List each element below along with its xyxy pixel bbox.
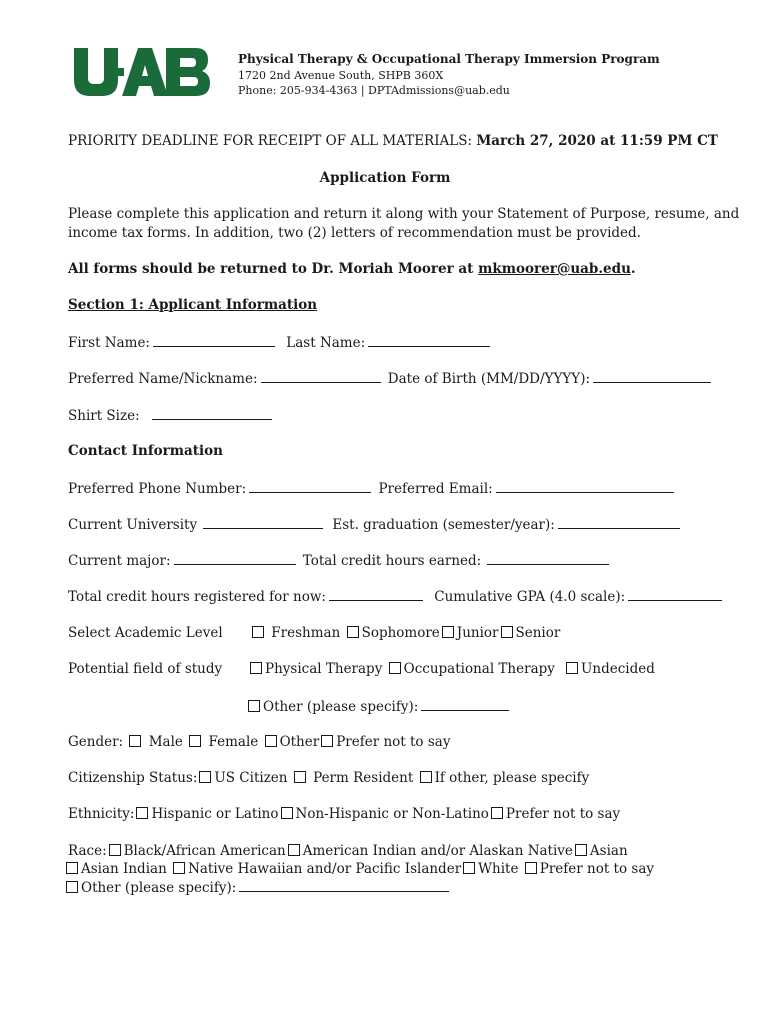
graduation-field[interactable] xyxy=(558,516,680,529)
white-checkbox[interactable] xyxy=(463,862,475,874)
shirt-size-label: Shirt Size: xyxy=(68,408,140,424)
deadline xyxy=(68,133,718,149)
ethnicity-row: Ethnicity: Hispanic or Latino Non-Hispanic or Non-Latino Prefer not to say xyxy=(68,806,621,822)
asian-checkbox[interactable] xyxy=(575,844,587,856)
physical-therapy-checkbox[interactable] xyxy=(250,662,262,674)
first-name-label: First Name: xyxy=(68,335,150,351)
black-checkbox[interactable] xyxy=(109,844,121,856)
race-row1: Race: Black/African American American Indian and/or Alaskan Native Asian xyxy=(68,843,628,859)
freshman-checkbox[interactable] xyxy=(252,626,264,638)
nickname-label: Preferred Name/Nickname: xyxy=(68,371,258,387)
academic-level-label: Select Academic Level xyxy=(68,625,223,641)
contact-title: Contact Information xyxy=(68,443,223,459)
male-checkbox[interactable] xyxy=(129,735,141,747)
field-other-row: Other (please specify): xyxy=(246,698,512,715)
ethnicity-prefer-not-checkbox[interactable] xyxy=(491,807,503,819)
non-hispanic-checkbox[interactable] xyxy=(281,807,293,819)
first-name-field[interactable] xyxy=(153,334,275,347)
undecided-checkbox[interactable] xyxy=(566,662,578,674)
instructions-line1: Please complete this application and return it along with your Statement of Purpose, resume, and xyxy=(68,206,740,222)
female-checkbox[interactable] xyxy=(189,735,201,747)
occupational-therapy-checkbox[interactable] xyxy=(389,662,401,674)
hispanic-checkbox[interactable] xyxy=(136,807,148,819)
citizenship-other-checkbox[interactable] xyxy=(420,771,432,783)
native-hawaiian-checkbox[interactable] xyxy=(173,862,185,874)
race-label: Race: xyxy=(68,843,107,859)
gender-prefer-not-checkbox[interactable] xyxy=(321,735,333,747)
deadline-label: PRIORITY DEADLINE FOR RECEIPT OF ALL MATERIALS: xyxy=(68,133,477,149)
section1-title: Section 1: Applicant Information xyxy=(68,297,318,313)
phone-field[interactable] xyxy=(249,480,371,493)
senior-checkbox[interactable] xyxy=(501,626,513,638)
email-label: Preferred Email: xyxy=(378,481,493,497)
race-other-checkbox[interactable] xyxy=(66,881,78,893)
nickname-field[interactable] xyxy=(261,370,381,383)
return-note: All forms should be returned to Dr. Moriah Moorer at mkmoorer@uab.edu. xyxy=(68,261,636,277)
phone-label: Preferred Phone Number: xyxy=(68,481,247,497)
american-indian-checkbox[interactable] xyxy=(288,844,300,856)
citizenship-row: Citizenship Status: US Citizen Perm Resident If other, please specify xyxy=(68,770,590,786)
credits-earned-field[interactable] xyxy=(487,552,609,565)
uab-logo xyxy=(74,48,210,96)
asian-indian-checkbox[interactable] xyxy=(66,862,78,874)
undecided-option: Undecided xyxy=(564,661,655,677)
shirt-size-field[interactable] xyxy=(152,407,272,420)
us-citizen-checkbox[interactable] xyxy=(199,771,211,783)
race-other-field[interactable] xyxy=(239,879,449,892)
citizenship-label: Citizenship Status: xyxy=(68,770,198,786)
last-name-label: Last Name: xyxy=(286,335,366,351)
credits-registered-field[interactable] xyxy=(329,588,423,601)
phone-row xyxy=(68,480,677,497)
gender-other-checkbox[interactable] xyxy=(265,735,277,747)
name-row xyxy=(68,334,493,351)
university-label: Current University xyxy=(68,517,198,533)
deadline-value: March 27, 2020 at 11:59 PM CT xyxy=(476,133,718,149)
shirt-row xyxy=(68,407,275,424)
major-label: Current major: xyxy=(68,553,171,569)
race-row3: Other (please specify): xyxy=(64,879,452,896)
university-row xyxy=(68,516,683,533)
gender-row: Gender: Male Female Other Prefer not to say xyxy=(68,734,451,750)
race-row2: Asian Indian Native Hawaiian and/or Pacific Islander White Prefer not to say xyxy=(64,861,654,877)
field-other-field[interactable] xyxy=(421,698,509,711)
form-title: Application Form xyxy=(319,170,451,186)
junior-checkbox[interactable] xyxy=(442,626,454,638)
credits-registered-label: Total credit hours registered for now: xyxy=(68,589,326,605)
field-of-study-label: Potential field of study xyxy=(68,661,223,677)
gender-label: Gender: xyxy=(68,734,124,750)
program-title: Physical Therapy & Occupational Therapy Immersion Program xyxy=(238,52,660,66)
last-name-field[interactable] xyxy=(368,334,490,347)
field-other-checkbox[interactable] xyxy=(248,700,260,712)
ethnicity-label: Ethnicity: xyxy=(68,806,135,822)
perm-resident-checkbox[interactable] xyxy=(294,771,306,783)
program-address: 1720 2nd Avenue South, SHPB 360X xyxy=(238,69,444,82)
email-link[interactable]: mkmoorer@uab.edu xyxy=(478,261,631,277)
academic-level-options: Freshman Sophomore Junior Senior xyxy=(250,625,560,641)
credits-row xyxy=(68,588,725,605)
program-contact: Phone: 205-934-4363 | DPTAdmissions@uab.edu xyxy=(238,84,510,97)
nickname-row xyxy=(68,370,714,387)
dob-field[interactable] xyxy=(593,370,711,383)
credits-earned-label: Total credit hours earned: xyxy=(302,553,482,569)
field-of-study-options: Physical Therapy Occupational Therapy xyxy=(248,661,555,677)
race-prefer-not-checkbox[interactable] xyxy=(525,862,537,874)
major-row xyxy=(68,552,612,569)
gpa-label: Cumulative GPA (4.0 scale): xyxy=(434,589,626,605)
dob-label: Date of Birth (MM/DD/YYYY): xyxy=(387,371,591,387)
email-field[interactable] xyxy=(496,480,674,493)
graduation-label: Est. graduation (semester/year): xyxy=(332,517,555,533)
major-field[interactable] xyxy=(174,552,296,565)
university-field[interactable] xyxy=(203,516,323,529)
gpa-field[interactable] xyxy=(628,588,722,601)
sophomore-checkbox[interactable] xyxy=(347,626,359,638)
instructions-line2: income tax forms. In addition, two (2) letters of recommendation must be provided. xyxy=(68,225,641,241)
